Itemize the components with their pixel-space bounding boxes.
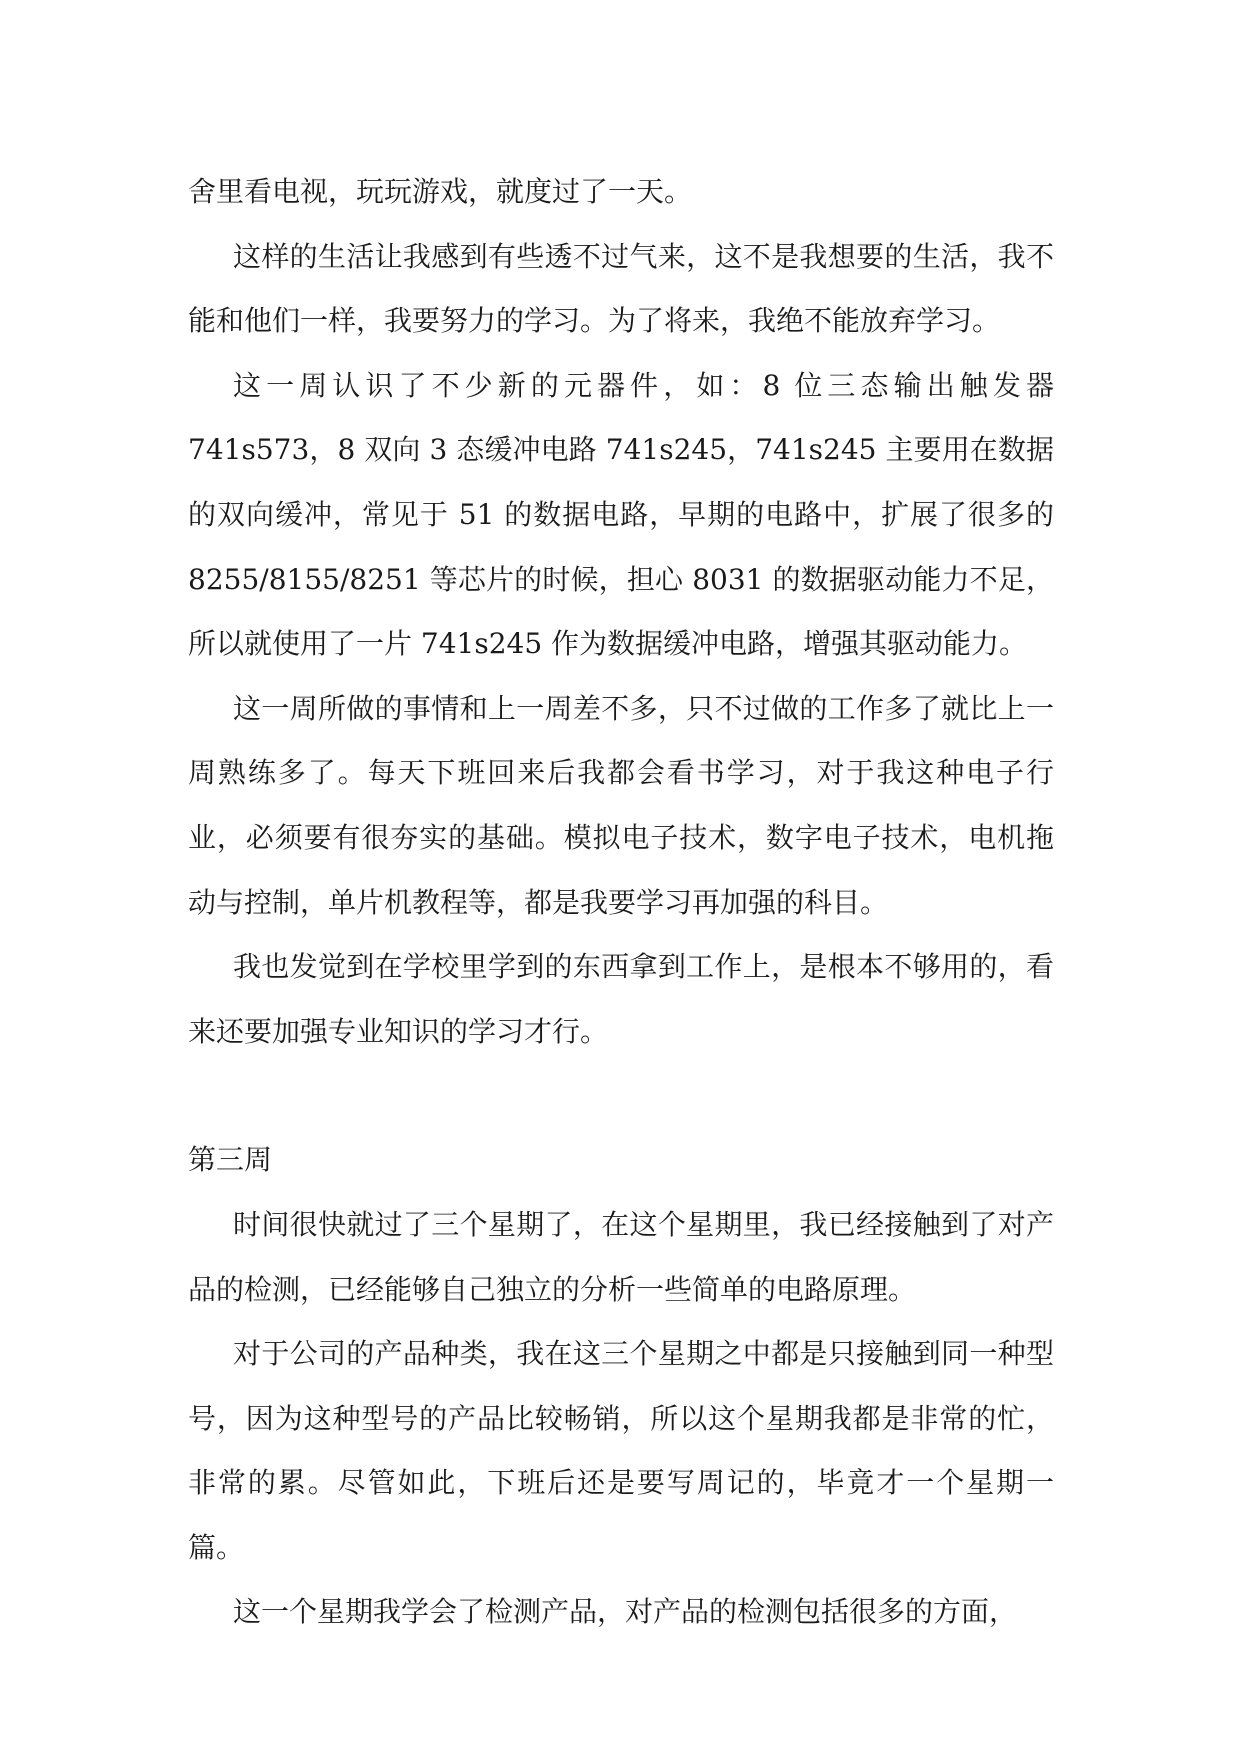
paragraph: 这样的生活让我感到有些透不过气来，这不是我想要的生活，我不能和他们一样，我要努力的学习。为了将来，我绝不能放弃学习。 [188,239,1054,338]
paragraph: 我也发觉到在学校里学到的东西拿到工作上，是根本不够用的，看来还要加强专业知识的学习才行。 [188,950,1054,1048]
paragraph-continuation: 舍里看电视，玩玩游戏，就度过了一天。 [188,175,693,208]
paragraph: 这一周所做的事情和上一周差不多，只不过做的工作多了就比上一周熟练多了。每天下班回来后我都会看书学习，对于我这种电子行业，必须要有很夯实的基础。模拟电子技术，数字电子技术，电机拖动与控制，单片机教程等，都是我要学习再加强的科目。 [188,691,1054,919]
document-body [188,160,1054,1645]
paragraph: 这一周认识了不少新的元器件，如：8 位三态输出触发器 741s573，8 双向 3 态缓冲电路 741s245，741s245 主要用在数据的双向缓冲，常见于 51 的数据电路，早期的电路中，扩展了很多的 8255/8155/8251 等芯片的时候，担心 8031 的数据驱动能力不足，所以就使用了一片 741s245 作为数据缓冲电路，增强其驱动能力。 [188,368,1054,661]
paragraph: 对于公司的产品种类，我在这三个星期之中都是只接触到同一种型号，因为这种型号的产品比较畅销，所以这个星期我都是非常的忙，非常的累。尽管如此，下班后还是要写周记的，毕竟才一个星期一篇。 [188,1337,1054,1564]
paragraph: 这一个星期我学会了检测产品，对产品的检测包括很多的方面， [233,1595,1018,1629]
section-heading: 第三周 [188,1143,273,1177]
section-spacer [188,1064,1054,1128]
paragraph: 时间很快就过了三个星期了，在这个星期里，我已经接触到了对产品的检测，已经能够自己独立的分析一些简单的电路原理。 [188,1207,1054,1306]
